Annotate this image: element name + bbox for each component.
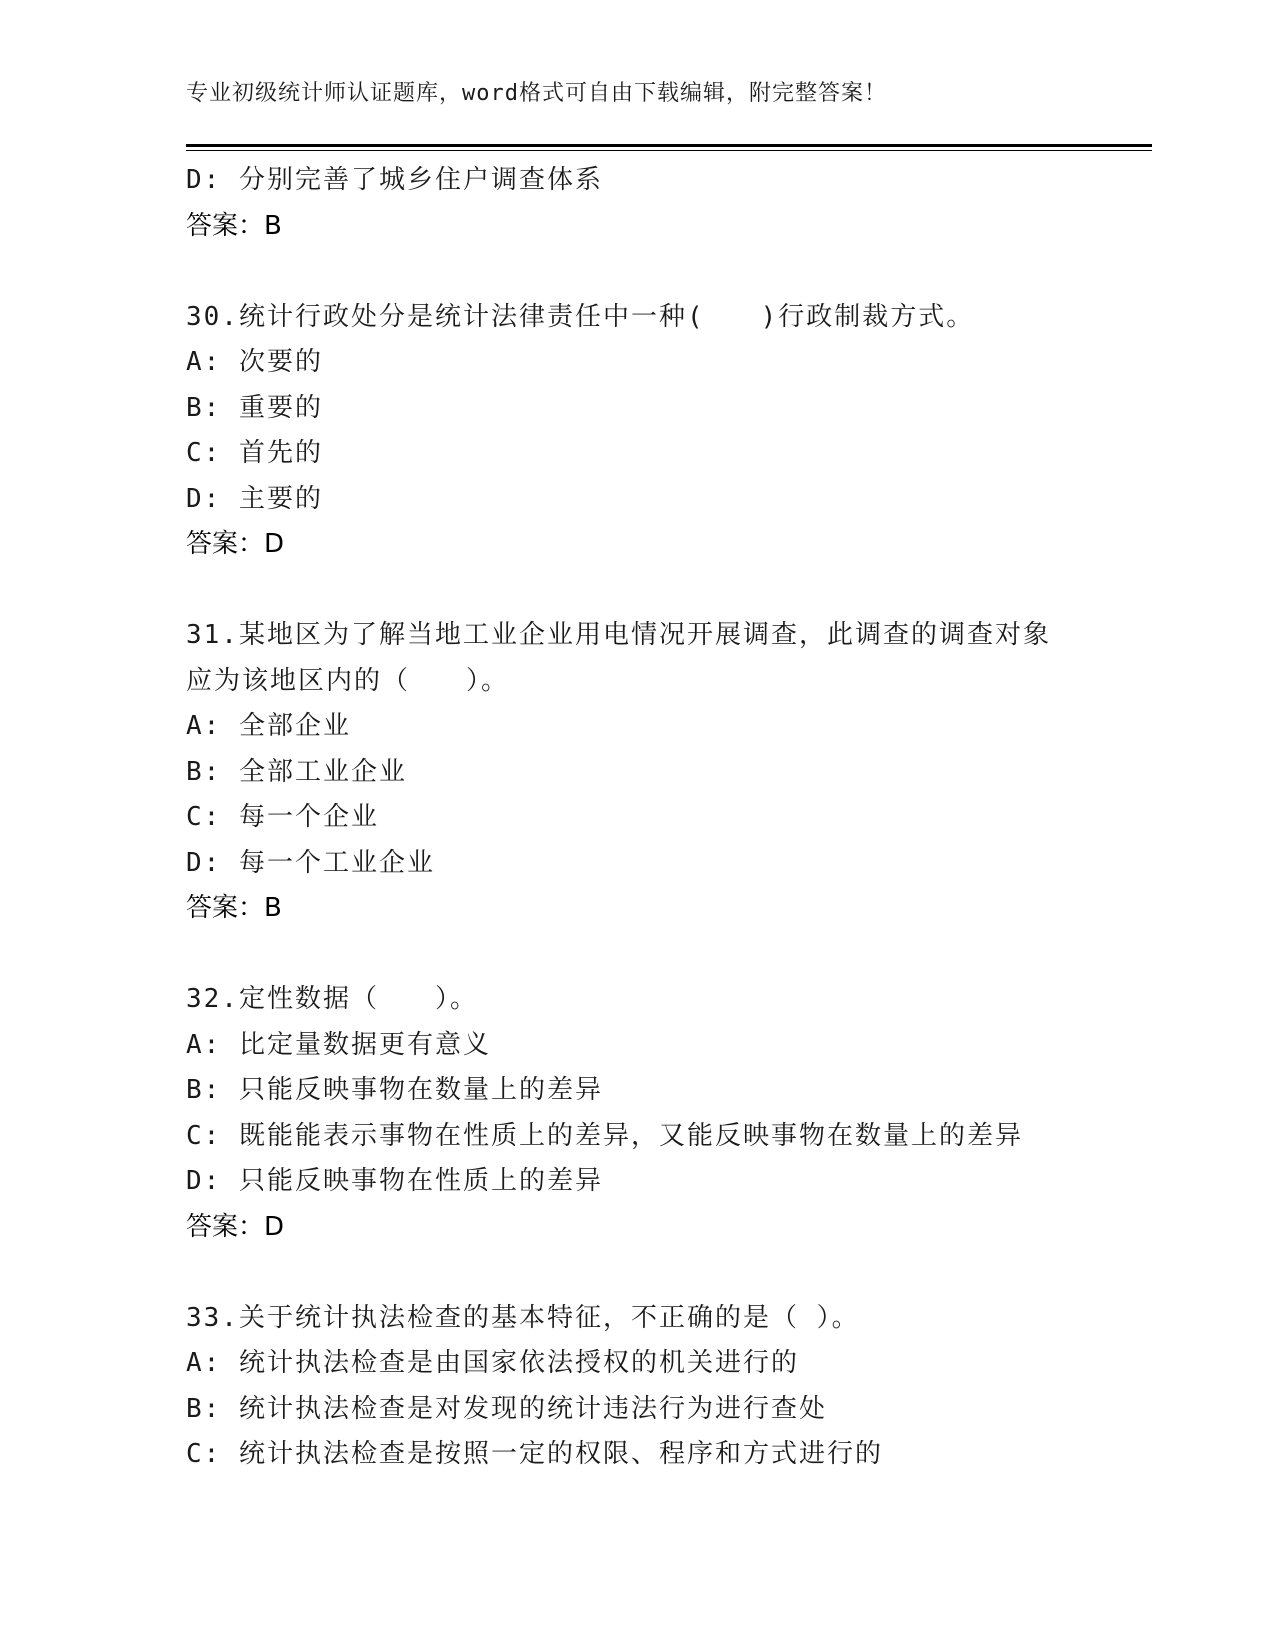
prev-answer: 答案：B [186, 210, 282, 241]
spacer [186, 1250, 1166, 1296]
question-stem: 32.定性数据（ ）。 [186, 984, 478, 1014]
option-b: B: 重要的 [186, 392, 323, 423]
question-block-33 [186, 1296, 1166, 1478]
option-a: A: 次要的 [186, 347, 323, 377]
option-c: C: 每一个企业 [186, 802, 379, 832]
question-block-32 [186, 977, 1166, 1250]
option-b: B: 只能反映事物在数量上的差异 [186, 1075, 603, 1105]
spacer [186, 249, 1166, 295]
header-rule-thin [186, 150, 1152, 151]
question-content [186, 158, 1166, 1478]
option-d: D: 每一个工业企业 [186, 847, 435, 878]
option-a: A: 统计执法检查是由国家依法授权的机关进行的 [186, 1348, 799, 1378]
question-stem: 30.统计行政处分是统计法律责任中一种( )行政制裁方式。 [186, 301, 975, 332]
spacer [186, 568, 1166, 614]
question-stem: 33.关于统计执法检查的基本特征，不正确的是（ ）。 [186, 1302, 860, 1333]
question-block-30 [186, 295, 1166, 568]
option-c: C: 既能能表示事物在性质上的差异，又能反映事物在数量上的差异 [186, 1120, 1023, 1151]
option-a: A: 全部企业 [186, 711, 351, 741]
option-b: B: 全部工业企业 [186, 756, 407, 787]
spacer [186, 932, 1166, 978]
option-c: C: 统计执法检查是按照一定的权限、程序和方式进行的 [186, 1439, 883, 1469]
page-header: 专业初级统计师认证题库，word格式可自由下载编辑，附完整答案！ [186, 81, 887, 106]
header-rule-thick [186, 144, 1152, 147]
answer: 答案：B [186, 893, 282, 923]
option-b: B: 统计执法检查是对发现的统计违法行为进行查处 [186, 1393, 827, 1424]
option-a: A: 比定量数据更有意义 [186, 1029, 491, 1060]
question-stem: 31.某地区为了解当地工业企业用电情况开展调查，此调查的调查对象 [186, 620, 1051, 650]
question-stem-continued: 应为该地区内的（ ）。 [186, 665, 510, 696]
option-d: D: 只能反映事物在性质上的差异 [186, 1166, 603, 1196]
answer: 答案：D [186, 1211, 285, 1242]
answer: 答案：D [186, 529, 285, 559]
question-block-31 [186, 613, 1166, 932]
prev-option-d: D: 分别完善了城乡住户调查体系 [186, 165, 603, 195]
option-d: D: 主要的 [186, 483, 323, 514]
option-c: C: 首先的 [186, 438, 323, 468]
